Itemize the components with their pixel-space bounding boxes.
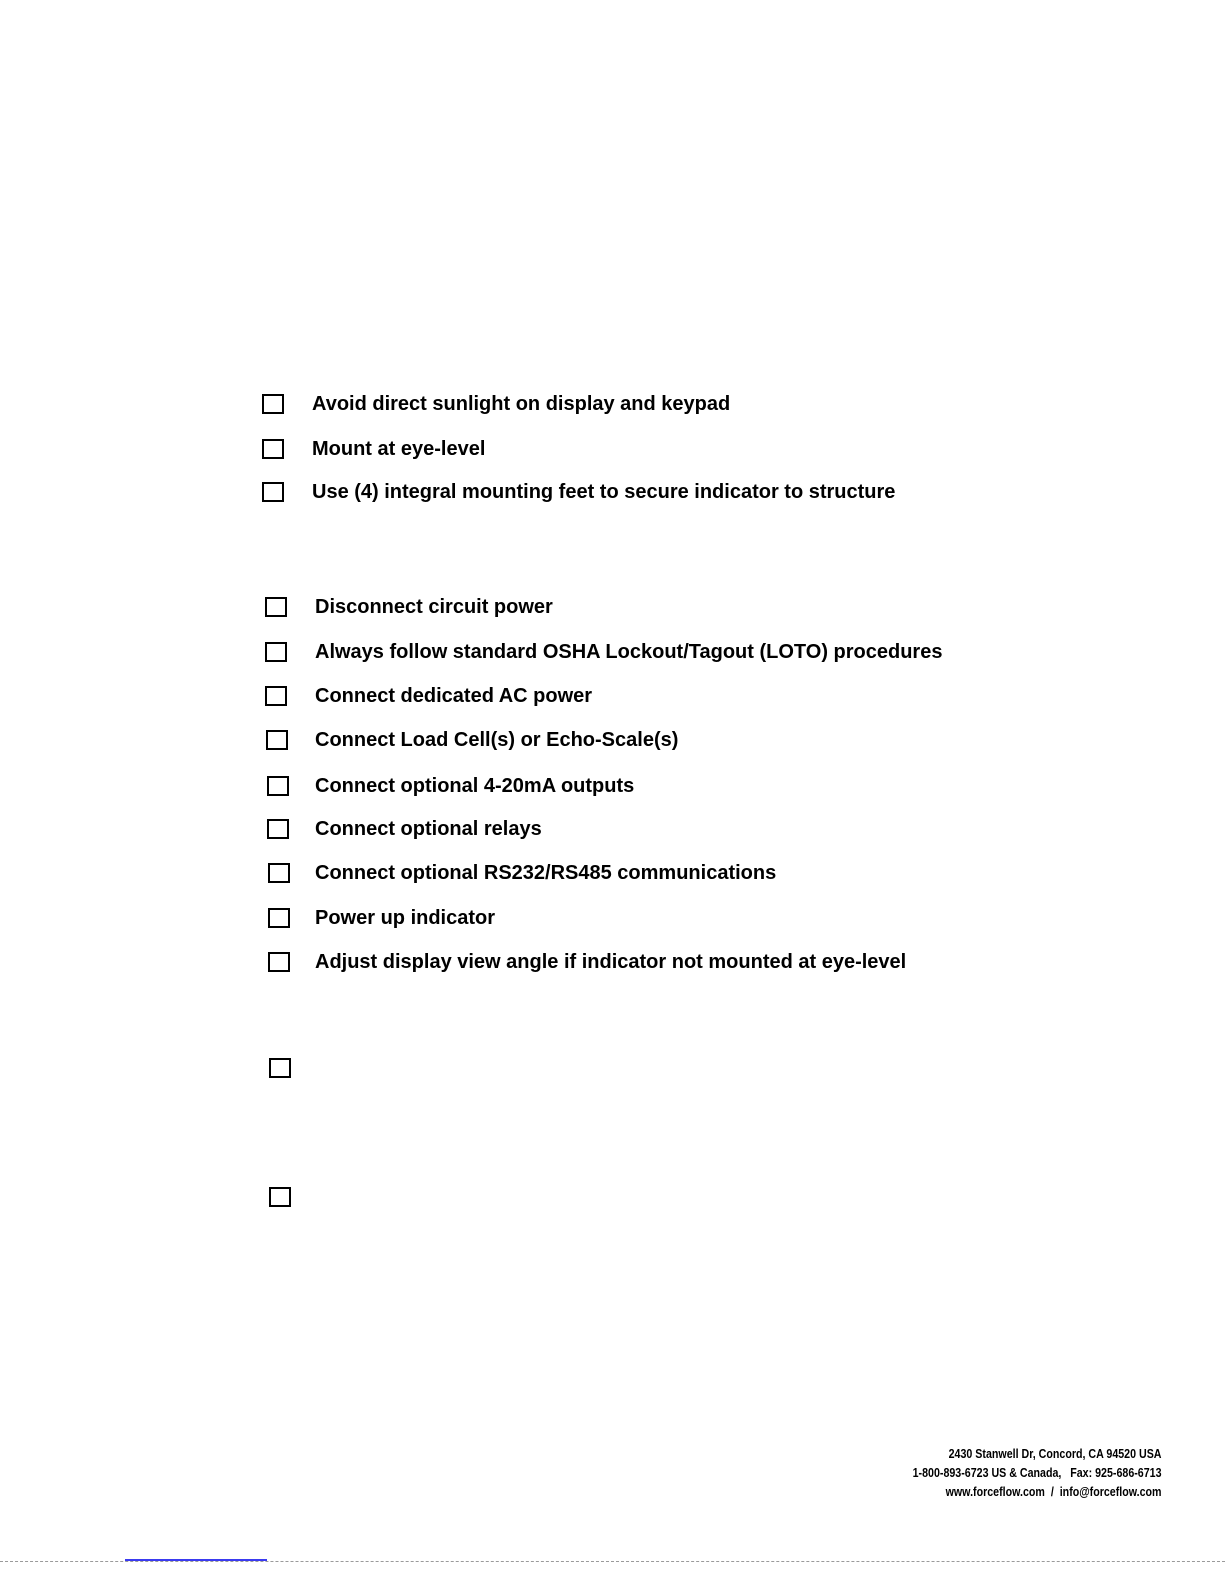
checkbox[interactable]	[268, 908, 290, 928]
checkbox[interactable]	[268, 863, 290, 883]
checkbox[interactable]	[266, 730, 288, 750]
footer-contact	[913, 1444, 1162, 1501]
page-bottom-link-rule	[125, 1559, 267, 1561]
checklist-item-label: Connect optional relays	[315, 818, 542, 840]
checklist-item-label: Use (4) integral mounting feet to secure indicator to structure	[312, 481, 896, 503]
checkbox[interactable]	[265, 642, 287, 662]
checklist-item-label: Always follow standard OSHA Lockout/Tagout (LOTO) procedures	[315, 641, 943, 663]
checkbox[interactable]	[262, 439, 284, 459]
checklist-item-label: Avoid direct sunlight on display and keypad	[312, 393, 731, 415]
checkbox[interactable]	[262, 394, 284, 414]
checkbox[interactable]	[269, 1187, 291, 1207]
checklist-item-label: Connect dedicated AC power	[315, 685, 593, 707]
checklist-item-label: Mount at eye-level	[312, 438, 486, 460]
footer-phone: 1-800-893-6723 US & Canada, Fax: 925-686-6713	[913, 1465, 1162, 1480]
footer-address: 2430 Stanwell Dr, Concord, CA 94520 USA	[949, 1446, 1162, 1461]
footer-web[interactable]: www.forceflow.com / info@forceflow.com	[946, 1484, 1162, 1499]
checkbox[interactable]	[267, 819, 289, 839]
checklist-item-label: Disconnect circuit power	[315, 596, 553, 618]
checklist-item-label: Connect Load Cell(s) or Echo-Scale(s)	[315, 729, 679, 751]
checklist-item-label: Power up indicator	[315, 907, 496, 929]
checkbox[interactable]	[262, 482, 284, 502]
checklist-item-label: Connect optional 4-20mA outputs	[315, 775, 635, 797]
page-bottom-rule	[0, 1561, 1225, 1562]
checkbox[interactable]	[269, 1058, 291, 1078]
checkbox[interactable]	[267, 776, 289, 796]
checkbox[interactable]	[265, 597, 287, 617]
checklist-item-label: Connect optional RS232/RS485 communications	[315, 862, 777, 884]
checkbox[interactable]	[265, 686, 287, 706]
checkbox[interactable]	[268, 952, 290, 972]
checklist-item-label: Adjust display view angle if indicator not mounted at eye-level	[315, 951, 907, 973]
